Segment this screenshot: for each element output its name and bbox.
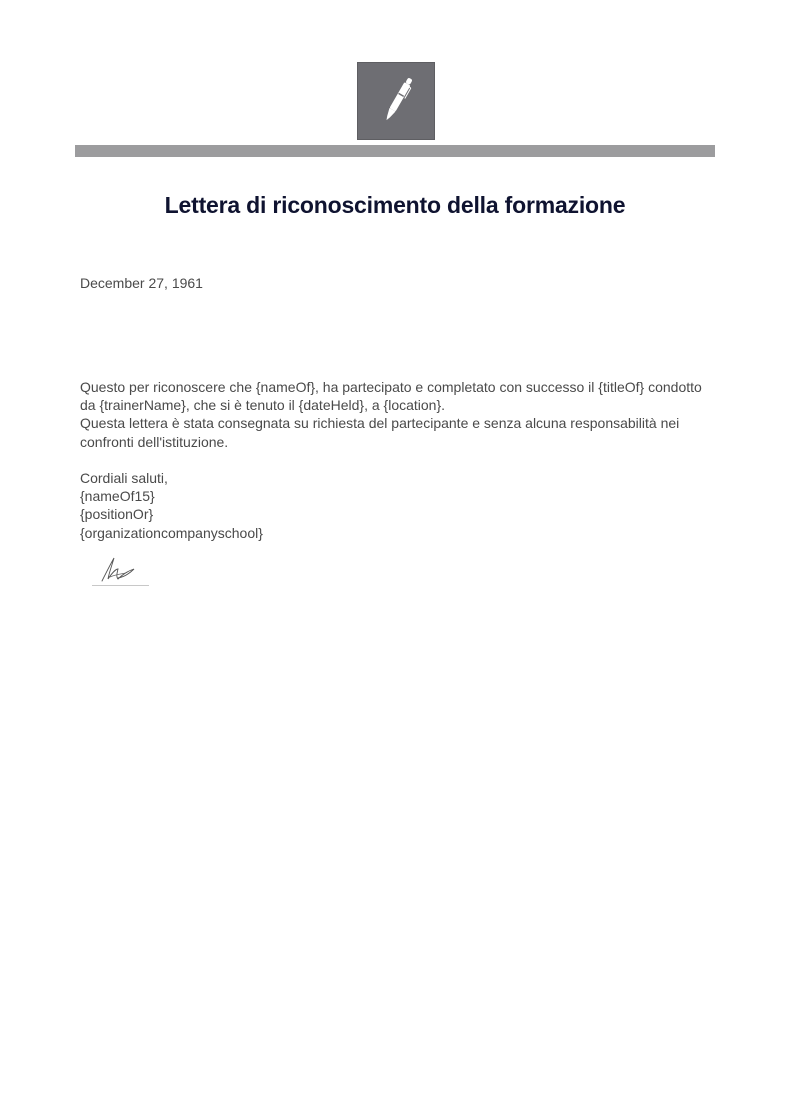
header-divider-bar (75, 145, 715, 157)
signature-icon (92, 555, 150, 583)
letter-date: December 27, 1961 (80, 275, 203, 291)
body-paragraph-acknowledgement: Questo per riconoscere che {nameOf}, ha partecipato e completato con successo il {titleOf} condotto da {trainerName}, che si è tenuto il {dateHeld}, a {location}. (80, 379, 702, 414)
signer-organization: {organizationcompanyschool} (80, 524, 263, 541)
salutation: Cordiali saluti, (80, 470, 168, 486)
signer-position: {positionOr} (80, 506, 154, 523)
pen-icon (358, 63, 436, 141)
logo-pen-icon (357, 62, 435, 140)
signature (92, 555, 150, 587)
body-paragraph-disclaimer: Questa lettera è stata consegnata su richiesta del partecipante e senza alcuna responsabilità nei confronti dell'istituzione. (80, 415, 680, 450)
letter-closing (80, 469, 263, 542)
signer-name: {nameOf15} (80, 488, 155, 505)
signature-line (92, 585, 149, 586)
document-title: Lettera di riconoscimento della formazione (164, 192, 626, 218)
letter-body (80, 378, 720, 451)
